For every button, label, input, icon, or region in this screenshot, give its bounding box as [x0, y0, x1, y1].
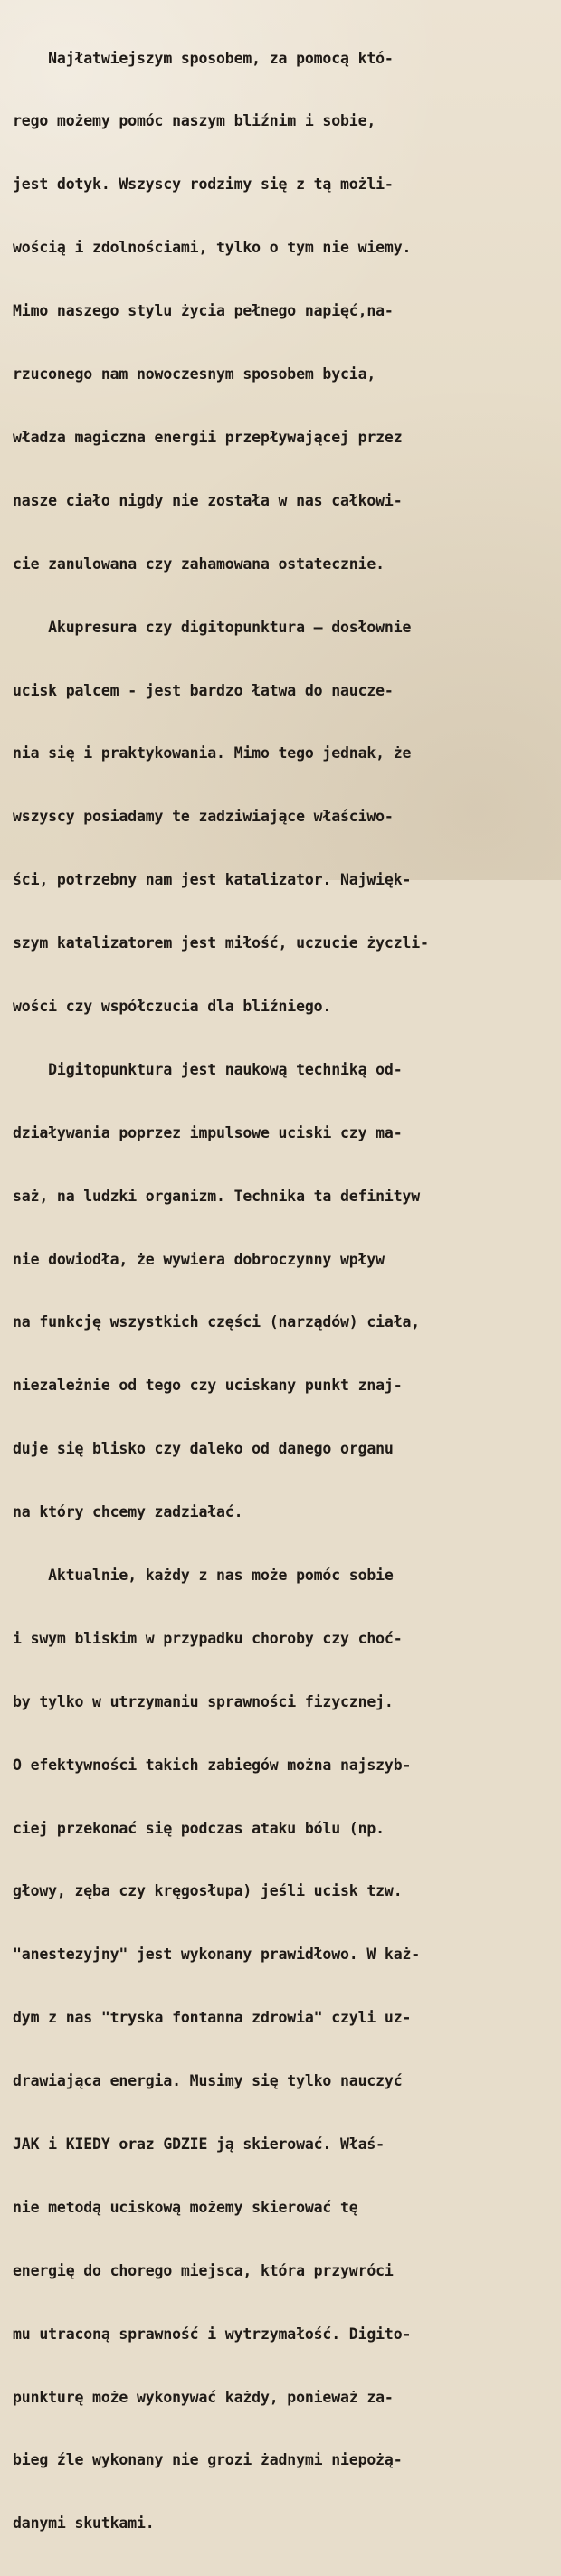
text-line: saż, na ludzki organizm. Technika ta definityw	[13, 1187, 421, 1205]
text-line: na funkcję wszystkich części (narządów) ciała,	[13, 1313, 421, 1331]
text-line: ciej przekonać się podczas ataku bólu (np.	[13, 1819, 385, 1837]
text-line: nie dowiodła, że wywiera dobroczynny wpływ	[13, 1250, 385, 1268]
text-line: nia się i praktykowania. Mimo tego jednak, że	[13, 744, 412, 762]
text-line: na który chcemy zadziałać.	[13, 1503, 243, 1521]
text-line: władza magiczna energii przepływającej przez	[13, 428, 403, 446]
text-line: nasze ciało nigdy nie została w nas całkowi-	[13, 491, 403, 509]
text-line: Digitopunktura jest naukową techniką od-	[13, 1060, 403, 1078]
text-line: drawiająca energia. Musimy się tylko nauczyć	[13, 2072, 403, 2090]
text-line: ści, potrzebny nam jest katalizator. Najwięk-	[13, 871, 412, 889]
text-line: Akupresura czy digitopunktura – dosłownie	[13, 618, 412, 636]
text-line: bieg źle wykonany nie grozi żadnymi niepożą-	[13, 2451, 403, 2469]
text-line: danymi skutkami.	[13, 2514, 155, 2533]
text-line: Aktualnie, każdy z nas może pomóc sobie	[13, 1566, 394, 1584]
text-line: nie metodą uciskową możemy skierować tę	[13, 2198, 358, 2216]
article-text	[13, 5, 556, 2576]
text-line: by tylko w utrzymaniu sprawności fizycznej.	[13, 1692, 394, 1710]
text-line: JAK i KIEDY oraz GDZIE ją skierować. Właś-	[13, 2135, 385, 2153]
text-line: mu utraconą sprawność i wytrzymałość. Digito-	[13, 2325, 412, 2343]
text-line: ucisk palcem - jest bardzo łatwa do naucze-	[13, 681, 394, 699]
text-line: i swym bliskim w przypadku choroby czy choć-	[13, 1629, 403, 1647]
text-line: rego możemy pomóc naszym bliźnim i sobie,	[13, 112, 376, 130]
text-line: działywania poprzez impulsowe uciski czy ma-	[13, 1123, 403, 1141]
text-line: dym z nas "tryska fontanna zdrowia" czyli uz-	[13, 2009, 412, 2027]
text-line: rzuconego nam nowoczesnym sposobem bycia,	[13, 365, 376, 384]
text-line: O efektywności takich zabiegów można najszyb-	[13, 1756, 412, 1774]
text-line: wością i zdolnościami, tylko o tym nie wiemy.	[13, 239, 412, 257]
text-line: wości czy współczucia dla bliźniego.	[13, 997, 332, 1015]
text-line: energię do chorego miejsca, która przywróci	[13, 2261, 394, 2279]
text-line: Najłatwiejszym sposobem, za pomocą któ-	[13, 49, 394, 67]
text-line: Mimo naszego stylu życia pełnego napięć,na-	[13, 302, 394, 320]
text-line: duje się blisko czy daleko od danego organu	[13, 1440, 394, 1458]
text-line: głowy, zęba czy kręgosłupa) jeśli ucisk tzw.	[13, 1882, 403, 1900]
text-line: niezależnie od tego czy uciskany punkt znaj-	[13, 1377, 403, 1395]
text-line: szym katalizatorem jest miłość, uczucie życzli-	[13, 934, 429, 952]
text-line: jest dotyk. Wszyscy rodzimy się z tą możli-	[13, 175, 394, 194]
text-line: wszyscy posiadamy te zadziwiające właściwo-	[13, 808, 394, 826]
text-line: cie zanulowana czy zahamowana ostatecznie.	[13, 554, 385, 573]
text-line: punkturę może wykonywać każdy, ponieważ za-	[13, 2388, 394, 2406]
text-line: "anestezyjny" jest wykonany prawidłowo. W każ-	[13, 1946, 421, 1964]
